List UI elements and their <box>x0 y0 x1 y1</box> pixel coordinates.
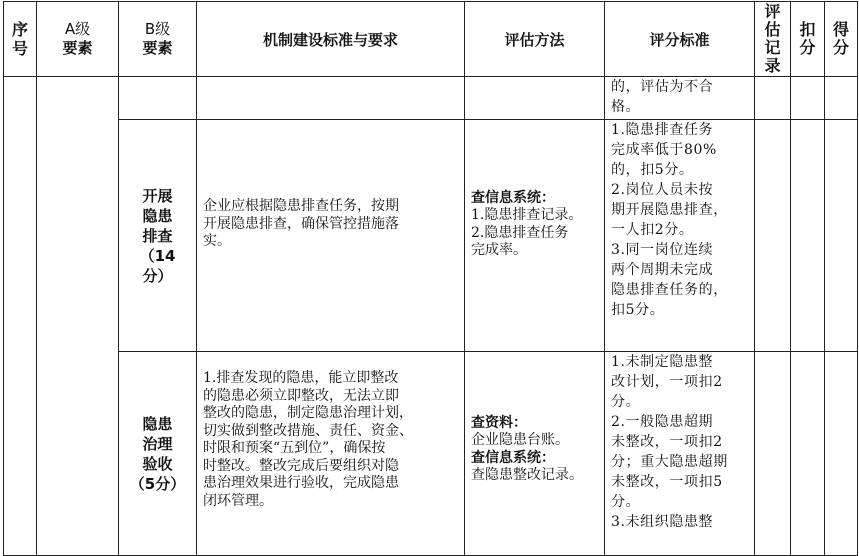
score-cell <box>825 77 858 120</box>
requirement-line: 患治理效果进行验收，完成隐患 <box>203 475 399 491</box>
header-level-b-line2: 要素 <box>142 39 173 57</box>
header-criteria: 评分标准 <box>605 2 755 77</box>
header-record-c2: 估 <box>764 20 781 39</box>
criteria-cell <box>605 352 755 556</box>
criteria-line: 格。 <box>611 99 641 115</box>
method-heading: 查信息系统： <box>471 449 555 466</box>
seq-cell <box>4 77 37 556</box>
b-element-line: 分） <box>142 266 173 285</box>
table-row <box>4 77 858 120</box>
b-element-line: 验收 <box>142 454 173 473</box>
criteria-line: 两个周期未完成 <box>611 262 714 278</box>
header-record-c1: 评 <box>764 2 781 21</box>
criteria-line: 分。 <box>611 494 641 510</box>
criteria-line: 3.同一岗位连续 <box>611 242 714 258</box>
header-score <box>825 2 858 77</box>
criteria-line: 未整改，一项扣5 <box>611 474 723 490</box>
method-heading: 查信息系统： <box>471 189 555 206</box>
requirement-cell <box>197 120 465 352</box>
requirement-line: 实。 <box>203 233 231 250</box>
header-record <box>755 2 791 77</box>
method-cell <box>465 77 605 120</box>
criteria-line: 分；重大隐患超期 <box>611 454 728 470</box>
deduct-cell <box>791 77 825 120</box>
requirement-cell <box>197 352 465 556</box>
b-element-line: （14 <box>139 246 176 265</box>
level-a-cell <box>37 77 119 556</box>
deduct-cell <box>791 352 825 556</box>
b-element-line: 隐患 <box>142 414 173 433</box>
record-cell <box>755 120 791 352</box>
requirement-line: 闭环管理。 <box>203 492 273 509</box>
header-row <box>4 2 858 77</box>
criteria-line: 一人扣2分。 <box>611 222 694 238</box>
requirement-line: 时整改。整改完成后要组织对隐 <box>203 457 399 474</box>
b-element-line: 隐患 <box>142 206 173 225</box>
method-cell <box>465 352 605 556</box>
criteria-line: 的，扣5分。 <box>611 162 694 178</box>
requirement-line: 的隐患必须立即整改，无法立即 <box>203 387 399 404</box>
header-deduct-c2: 分 <box>799 38 816 57</box>
method-line: 2.隐患排查任务 <box>471 224 569 241</box>
criteria-line: 分。 <box>611 394 641 410</box>
table-row <box>4 352 858 556</box>
requirement-line: 开展隐患排查，确保管控措施落 <box>203 215 399 232</box>
method-line: 1.隐患排查记录。 <box>471 207 583 223</box>
header-deduct-c1: 扣 <box>799 20 816 39</box>
criteria-line: 的，评估为不合 <box>611 79 714 95</box>
header-requirement: 机制建设标准与要求 <box>197 2 465 77</box>
method-line: 完成率。 <box>471 242 527 258</box>
criteria-line: 2.一般隐患超期 <box>611 414 714 430</box>
criteria-line: 改计划，一项扣2 <box>611 374 723 390</box>
score-cell <box>825 120 858 352</box>
header-level-b-line1: B级 <box>144 20 171 38</box>
method-line: 查隐患整改记录。 <box>471 467 583 483</box>
b-element-cell <box>119 352 197 556</box>
header-record-c4: 录 <box>764 56 781 75</box>
requirement-line: 切实做到整改措施、责任、资金、 <box>203 422 413 439</box>
header-record-c3: 记 <box>764 38 781 57</box>
deduct-cell <box>791 120 825 352</box>
criteria-line: 3.未组织隐患整 <box>611 514 714 530</box>
header-score-c2: 分 <box>832 38 849 57</box>
criteria-line: 隐患排查任务的， <box>611 282 728 298</box>
b-element-line: 治理 <box>142 434 173 453</box>
criteria-cell <box>605 120 755 352</box>
requirement-line: 整改的隐患，制定隐患治理计划， <box>203 405 413 421</box>
criteria-line: 1.隐患排查任务 <box>611 122 714 138</box>
requirement-line: 时限和预案“五到位”，确保按 <box>203 440 386 456</box>
header-deduct <box>791 2 825 77</box>
b-element-cell <box>119 120 197 352</box>
requirement-line: 1.排查发现的隐患，能立即整改 <box>203 370 399 386</box>
requirement-cell <box>197 77 465 120</box>
criteria-line: 1.未制定隐患整 <box>611 354 714 370</box>
b-element-line: 开展 <box>142 186 173 205</box>
record-cell <box>755 352 791 556</box>
record-cell <box>755 77 791 120</box>
assessment-table <box>3 1 858 556</box>
header-score-c1: 得 <box>832 20 849 39</box>
criteria-line: 扣5分。 <box>611 302 665 318</box>
criteria-line: 2.岗位人员未按 <box>611 182 714 198</box>
header-method: 评估方法 <box>465 2 605 77</box>
header-level-a-line2: 要素 <box>62 39 93 57</box>
b-element-cell <box>119 77 197 120</box>
b-element-line: （5分） <box>129 474 186 493</box>
criteria-cell <box>605 77 755 120</box>
criteria-line: 期开展隐患排查， <box>611 202 728 218</box>
table-row <box>4 120 858 352</box>
header-level-a-line1: A级 <box>64 20 91 38</box>
method-cell <box>465 120 605 352</box>
method-line: 企业隐患台账。 <box>471 432 569 448</box>
header-seq <box>4 2 37 77</box>
header-level-a <box>37 2 119 77</box>
criteria-line: 未整改，一项扣2 <box>611 434 723 450</box>
score-cell <box>825 352 858 556</box>
header-seq-text: 序号 <box>11 20 28 58</box>
b-element-line: 排查 <box>142 226 173 245</box>
criteria-line: 完成率低于80% <box>611 142 717 158</box>
method-heading: 查资料： <box>471 414 527 431</box>
header-level-b <box>119 2 197 77</box>
requirement-line: 企业应根据隐患排查任务，按期 <box>203 198 399 215</box>
